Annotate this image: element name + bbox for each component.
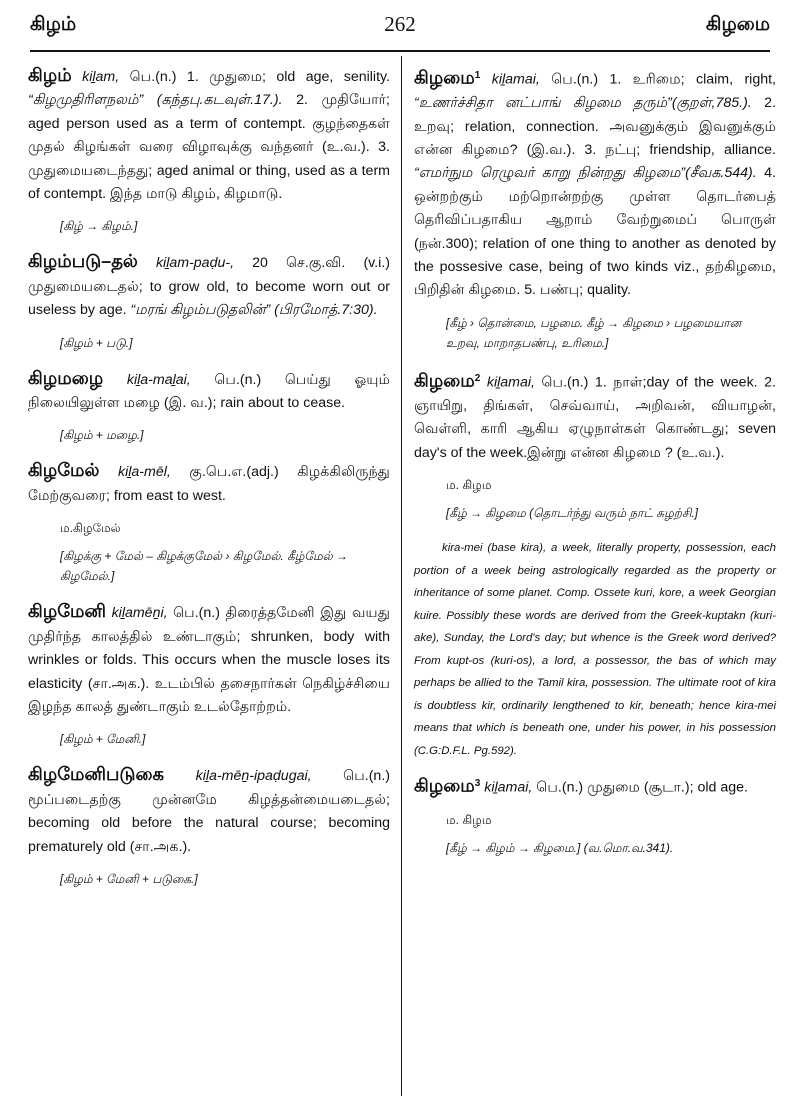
malayalam-cognate: ம.கிழமேல் [60,521,121,536]
etymology: [கிழக்கு + மேல் – கிழக்குமேல் › கிழமேல். கீழ்மேல் → கிழமேல்.] [60,549,348,584]
headword: கிழமை [414,67,475,88]
right-column [414,64,776,872]
etymology: [கீழ் → கிழம் → கிழமை.] (வ.மொ.வ.341). [446,841,674,856]
homonym-number: 2 [474,372,481,384]
definition: பெ.(n.) திரைத்தமேனி இது வயது முதிர்ந்த காலத்தில் உண்டாகும்; shrunken, body with wrinkles or folds. This occurs when the muscle loses its elasticity (சா.அக.). உடம்பில் தசைநார்கள் நெகிழ்ச்சியை இழந்த காலத் துண்டாகும் உடல்தோற்றம். [28,605,390,715]
headword: கிழம்படு–தல் [28,251,138,272]
page-number: 262 [384,12,416,36]
transliteration: kiḻam, [82,69,120,85]
page-header [30,8,770,48]
headword: கிழம் [28,65,72,85]
malayalam-cognate: ம. கிழம [446,813,492,828]
right-guide-word: கிழமை [705,14,770,35]
etymology: [கிழம் + மேனி.] [60,732,146,747]
headword: கிழமேனிபடுகை [28,764,165,785]
header-rule [30,50,770,52]
transliteration: kiḻa-mēṉ-ipaḍugai, [195,768,312,785]
definition: பெ.(n.) 1. முதுமை; old age, senility. [119,69,390,85]
definition: 4. ஒன்றற்கும் மற்றொன்றற்கு முள்ள தொடர்பைத் தெரிவிப்பதாகிய ஆறாம் வேற்றுமைப் பொருள் (நன்.300); relation of one thing to another as denoted by the possesive case, being of two kinds viz., தற்கிழமை, பிறிதின் கிழமை. 5. பண்பு; quality. [414,165,776,299]
definition: பெ.(n.) மூப்படைதற்கு முன்னமே கிழத்தன்மையடைதல்; becoming old before the natural course; becoming prematurely old (சா.அக.). [28,768,390,855]
transliteration: kiḻa-mēl, [117,464,171,481]
entry-kizhamenipadugai [28,763,390,859]
etymology: [கிழம் + படு.] [60,335,133,350]
headword: கிழமை [414,370,475,391]
etymology: [கிழம் + மழை.] [60,428,144,443]
transliteration: kiḻamai, [491,71,540,88]
definition: 2. முதியோர்; aged person used as a term of contempt. குழந்தைகள் முதல் கிழங்கள் வரை விழாவுக்கு வந்தனர் (உ.வ.). 3. முதுமையடைந்தது; aged animal or thing, used as a term of contempt. இந்த மாடு கிழம், கிழமாடு. [28,92,390,203]
column-divider [401,56,402,1096]
citation: (கந்தபு.கடவுள்.17.). [143,92,283,109]
homonym-number: 3 [474,778,481,790]
citation: (சீவக.544). [685,165,757,182]
homonym-number: 1 [474,70,481,81]
headword: கிழமழை [28,367,104,388]
entry-kizhamel [28,459,390,508]
definition: பெ.(n.) பெய்து ஓயும் நிலையிலுள்ள மழை (இ. வ.); rain about to cease. [28,371,390,412]
quotation: “எமர்நும ரெழுவர் காறு நின்றது கிழமை” [414,165,686,182]
definition: பெ.(n.) முதுமை (சூடா.); old age. [532,779,748,796]
entry-kizhamazhai [28,367,390,416]
entry-kizhameni [28,600,390,719]
transliteration: kiḻa-maḻai, [126,371,191,388]
transliteration: kiḻamai, [486,374,535,391]
citation: (குறள்,785.). [671,95,752,112]
transliteration: kiḻam-paḍu-, [155,255,235,272]
quotation: “உணர்ச்சிதா னட்பாங் கிழமை தரும்” [414,95,672,112]
definition: கு.பெ.எ.(adj.) கிழக்கிலிருந்து மேற்குவரை; from east to west. [28,464,390,504]
quotation: “மரங் கிழம்படுதலின்” [130,302,271,319]
definition: 20 செ.கு.வி. (v.i.) முதுமையடைதல்; to grow old, to become worn out or useless by age. [28,255,390,319]
transliteration: kiḻamēṉi, [111,605,168,622]
quotation: “கிழமுதிரிளநலம்” [28,92,144,109]
entry-kizhamai-1 [414,64,776,303]
etymology: [கீழ் › தொன்மை, பழமை. கீழ் → கிழமை › பழமையான உறவு, மாறாதபண்பு, உரிமை.] [446,315,742,350]
entry-kizham [28,64,390,206]
transliteration: kiḻamai, [484,779,533,796]
etymology: [கீழ் → கிழமை (தொடர்ந்து வரும் நாட் சுழற்சி.] [446,506,699,521]
left-column [28,64,390,903]
entry-kizhamai-3 [414,772,776,800]
left-guide-word: கிழம் [30,14,77,35]
citation: (பிரமோத்.7:30). [270,302,378,319]
definition: பெ.(n.) 1. நாள்;day of the week. 2. ஞாயிறு, திங்கள், செவ்வாய், அறிவன், வியாழன், வெள்ளி, காரி ஆகிய ஏழுநாள்கள் கொண்டது; seven day's of the week.இன்று என்ன கிழமை ? (உ.வ.). [414,374,776,461]
english-etymology-note: kira-mei (base kira), a week, literally property, possession, each portion of a week being astrologically regarded as the property or inheritance of some planet. Comp. Ossete kuri, kore, a week Georgian kuire. Possibly these words are derived from the Greek-kuptakn (kuri-ake), Sunday, the Lord's day; but whence is the Greek word derived? From kupt-os (kuri-os), a lord, a possessor, the bas of which may perhaps be allied to the Tamil kira, possession. The ultimate root of kira is doubtless kir, ordinarily lengthened to kir, beneath; hence kira-mei means that which is beneath one, under his power, in his possession (C.G:D.F.L. Pg.592). [414,542,776,757]
etymology: [கிழ் → கிழம்.] [60,219,138,234]
etymology: [கிழம் + மேனி + படுகை.] [60,871,198,886]
headword: கிழமேல் [28,460,100,481]
malayalam-cognate: ம. கிழம [446,478,492,493]
headword: கிழமேனி [28,601,107,622]
entry-kizhamai-2 [414,367,776,465]
definition: 2. உறவு; relation, connection. அவனுக்கும் இவனுக்கும் என்ன கிழமை? (இ.வ.). 3. நட்பு; friendship, alliance. [414,95,777,158]
definition: பெ.(n.) 1. உரிமை; claim, right, [539,71,776,88]
headword: கிழமை [414,775,475,796]
entry-kizhampadu [28,250,390,322]
